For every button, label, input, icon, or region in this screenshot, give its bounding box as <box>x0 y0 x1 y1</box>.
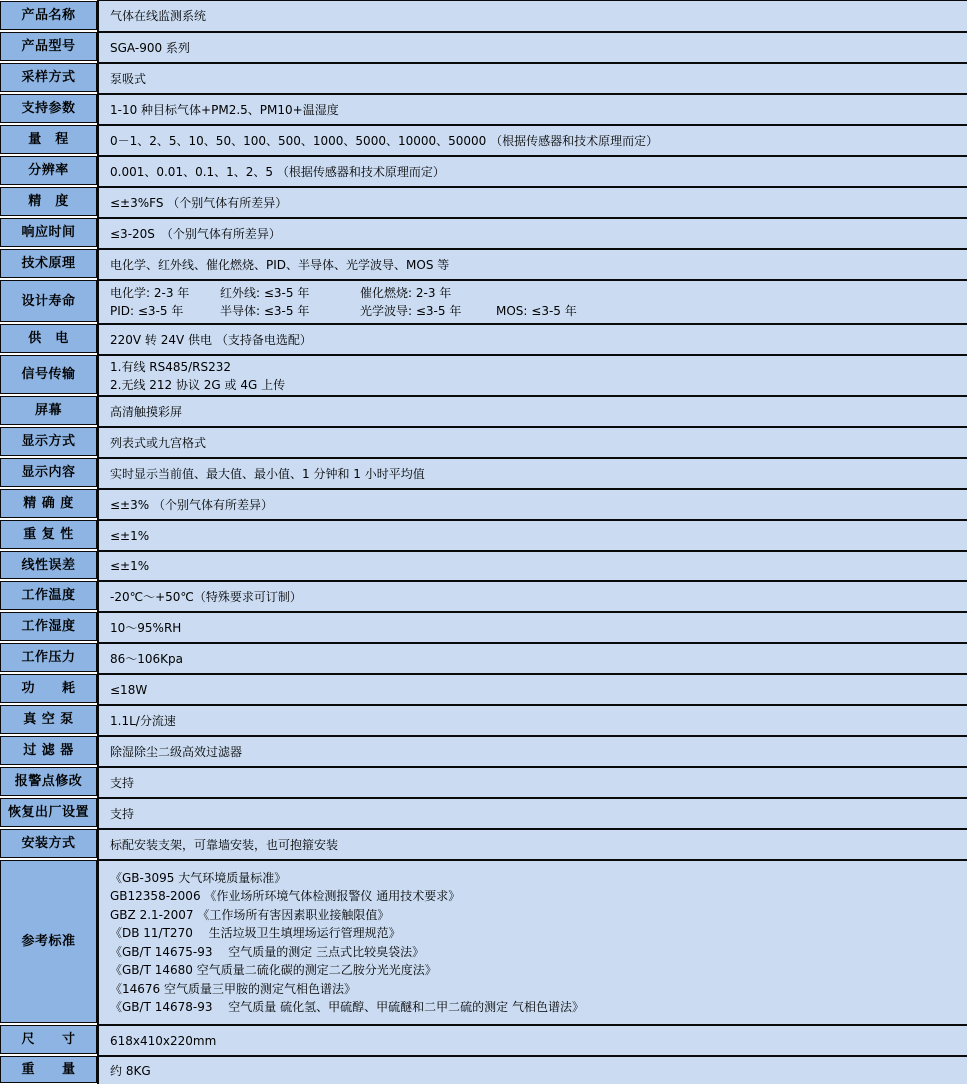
spec-label-cell <box>0 1024 97 1055</box>
spec-value-precision <box>97 488 967 519</box>
spec-label-tech-principle: 技术原理 <box>0 249 97 278</box>
spec-value-working-pressure <box>97 642 967 673</box>
spec-label-cell <box>0 395 97 426</box>
spec-value-grid-line <box>110 302 961 320</box>
spec-label-resolution: 分辨率 <box>0 156 97 185</box>
spec-label-cell <box>0 457 97 488</box>
spec-value-product-model <box>97 31 967 62</box>
spec-label-power-consumption: 功 耗 <box>0 674 97 703</box>
spec-value-line: 2.无线 212 协议 2G 或 4G 上传 <box>110 377 286 392</box>
spec-label-cell <box>0 642 97 673</box>
spec-label-installation: 安装方式 <box>0 829 97 858</box>
spec-row-linearity-error <box>0 550 967 580</box>
spec-label-cell <box>0 735 97 766</box>
spec-value-text: 除湿除尘二级高效过滤器 <box>110 744 243 759</box>
spec-value-line: 《14676 空气质量三甲胺的测定气相色谱法》 <box>110 981 356 996</box>
spec-value-filter <box>97 735 967 766</box>
spec-value-installation <box>97 828 967 859</box>
spec-row-reference-standards <box>0 859 967 1024</box>
spec-label-cell <box>0 673 97 704</box>
spec-value-range <box>97 124 967 155</box>
spec-value-line: GB12358-2006 《作业场所环境气体检测报警仪 通用技术要求》 <box>110 889 461 903</box>
spec-row-design-life <box>0 279 967 323</box>
spec-row-product-model <box>0 31 967 62</box>
spec-row-display-content <box>0 457 967 488</box>
spec-value-weight <box>97 1055 967 1084</box>
spec-label-cell <box>0 704 97 735</box>
spec-label-cell <box>0 0 97 31</box>
spec-value-supported-params <box>97 93 967 124</box>
spec-value-part: 红外线: ≤3-5 年 <box>220 286 310 300</box>
spec-row-resolution <box>0 155 967 186</box>
spec-row-product-name <box>0 0 967 31</box>
spec-label-cell <box>0 93 97 124</box>
spec-label-cell <box>0 828 97 859</box>
spec-label-cell <box>0 859 97 1024</box>
spec-label-cell <box>0 426 97 457</box>
spec-row-tech-principle <box>0 248 967 279</box>
spec-label-range: 量 程 <box>0 125 97 154</box>
spec-label-cell <box>0 488 97 519</box>
spec-value-text: 列表式或九宫格式 <box>110 435 207 450</box>
spec-value-text: 泵吸式 <box>110 71 147 86</box>
spec-value-line: 《GB/T 14678-93 空气质量 硫化氢、甲硫醇、甲硫醚和二甲二硫的测定 气相色谱法》 <box>110 1000 584 1014</box>
spec-value-line: 《GB/T 14675-93 空气质量的测定 三点式比较臭袋法》 <box>110 944 425 959</box>
spec-value-part: MOS: ≤3-5 年 <box>496 304 577 318</box>
spec-label-linearity-error: 线性误差 <box>0 551 97 579</box>
spec-label-response-time: 响应时间 <box>0 218 97 247</box>
spec-value-design-life <box>97 279 967 323</box>
spec-label-cell <box>0 550 97 580</box>
spec-value-text: 10～95%RH <box>110 620 182 635</box>
spec-label-weight: 重 量 <box>0 1056 97 1083</box>
spec-value-text: ≤18W <box>110 682 148 697</box>
spec-value-text: 高清触摸彩屏 <box>110 404 183 419</box>
spec-value-text: ≤±1% <box>110 559 150 573</box>
spec-value-text: 支持 <box>110 806 135 821</box>
spec-label-accuracy: 精 度 <box>0 187 97 216</box>
spec-value-part: PID: ≤3-5 年 <box>110 304 184 318</box>
spec-value-text: 实时显示当前值、最大值、最小值、1 分钟和 1 小时平均值 <box>110 466 425 481</box>
spec-row-screen <box>0 395 967 426</box>
spec-label-cell <box>0 279 97 323</box>
spec-value-working-temperature <box>97 580 967 611</box>
spec-label-display-content: 显示内容 <box>0 458 97 487</box>
spec-row-factory-reset <box>0 797 967 828</box>
spec-value-text: 618x410x220mm <box>110 1033 217 1048</box>
spec-label-cell <box>0 155 97 186</box>
spec-value-dimensions <box>97 1024 967 1055</box>
spec-value-text: ≤±1% <box>110 528 150 543</box>
spec-value-vacuum-pump <box>97 704 967 735</box>
spec-label-cell <box>0 323 97 354</box>
spec-value-text: 0－1、2、5、10、50、100、500、1000、5000、10000、50000 （根据传感器和技术原理而定） <box>110 133 659 148</box>
spec-row-sampling-method <box>0 62 967 93</box>
spec-row-accuracy <box>0 186 967 217</box>
spec-label-working-humidity: 工作湿度 <box>0 612 97 641</box>
spec-value-alarm-point-modify <box>97 766 967 797</box>
spec-value-sampling-method <box>97 62 967 93</box>
spec-label-precision: 精 确 度 <box>0 489 97 518</box>
spec-value-line: 《DB 11/T270 生活垃圾卫生填埋场运行管理规范》 <box>110 926 401 940</box>
spec-row-display-mode <box>0 426 967 457</box>
spec-value-response-time <box>97 217 967 248</box>
spec-label-product-name: 产品名称 <box>0 1 97 30</box>
spec-value-part: 电化学: 2-3 年 <box>110 286 190 300</box>
spec-row-filter <box>0 735 967 766</box>
spec-label-factory-reset: 恢复出厂设置 <box>0 798 97 827</box>
spec-label-design-life: 设计寿命 <box>0 280 97 322</box>
spec-value-display-mode <box>97 426 967 457</box>
spec-row-precision <box>0 488 967 519</box>
spec-value-text: 气体在线监测系统 <box>110 9 207 23</box>
spec-value-factory-reset <box>97 797 967 828</box>
spec-label-cell <box>0 62 97 93</box>
spec-label-cell <box>0 1055 97 1084</box>
spec-value-line: GBZ 2.1-2007 《工作场所有害因素职业接触限值》 <box>110 907 390 922</box>
spec-value-text: 1.1L/分流速 <box>110 713 176 728</box>
spec-label-screen: 屏幕 <box>0 396 97 425</box>
spec-row-range <box>0 124 967 155</box>
spec-label-repeatability: 重 复 性 <box>0 520 97 549</box>
spec-row-alarm-point-modify <box>0 766 967 797</box>
spec-row-power-consumption <box>0 673 967 704</box>
spec-label-power-supply: 供 电 <box>0 324 97 353</box>
spec-value-line: 《GB/T 14680 空气质量二硫化碳的测定二乙胺分光光度法》 <box>110 963 437 977</box>
spec-value-screen <box>97 395 967 426</box>
spec-label-cell <box>0 186 97 217</box>
spec-value-line: 1.有线 RS485/RS232 <box>110 360 232 374</box>
spec-value-text: -20℃～+50℃（特殊要求可订制） <box>110 589 302 604</box>
spec-value-repeatability <box>97 519 967 550</box>
spec-value-linearity-error <box>97 550 967 580</box>
spec-label-product-model: 产品型号 <box>0 32 97 61</box>
spec-label-vacuum-pump: 真 空 泵 <box>0 705 97 734</box>
spec-label-sampling-method: 采样方式 <box>0 63 97 92</box>
spec-value-resolution <box>97 155 967 186</box>
spec-row-repeatability <box>0 519 967 550</box>
spec-value-text: 标配安装支架，可靠墙安装，也可抱箍安装 <box>110 837 339 852</box>
spec-row-weight <box>0 1055 967 1084</box>
spec-label-working-temperature: 工作温度 <box>0 581 97 610</box>
spec-value-line: 《GB-3095 大气环境质量标准》 <box>110 870 287 885</box>
spec-label-cell <box>0 611 97 642</box>
spec-value-power-consumption <box>97 673 967 704</box>
spec-value-text: 86～106Kpa <box>110 651 184 666</box>
spec-label-display-mode: 显示方式 <box>0 427 97 456</box>
spec-value-accuracy <box>97 186 967 217</box>
spec-value-tech-principle <box>97 248 967 279</box>
spec-row-power-supply <box>0 323 967 354</box>
spec-row-working-temperature <box>0 580 967 611</box>
spec-value-working-humidity <box>97 611 967 642</box>
spec-row-dimensions <box>0 1024 967 1055</box>
spec-label-cell <box>0 797 97 828</box>
spec-row-response-time <box>0 217 967 248</box>
spec-value-signal-transmission <box>97 354 967 395</box>
spec-label-alarm-point-modify: 报警点修改 <box>0 767 97 796</box>
spec-label-cell <box>0 248 97 279</box>
spec-label-cell <box>0 580 97 611</box>
spec-label-cell <box>0 217 97 248</box>
spec-label-cell <box>0 31 97 62</box>
spec-label-signal-transmission: 信号传输 <box>0 355 97 394</box>
spec-value-text: SGA-900 系列 <box>110 40 190 55</box>
spec-label-cell <box>0 519 97 550</box>
spec-row-supported-params <box>0 93 967 124</box>
spec-value-text: ≤±3%FS （个别气体有所差异） <box>110 195 288 210</box>
spec-row-installation <box>0 828 967 859</box>
spec-value-text: 支持 <box>110 775 135 790</box>
spec-label-filter: 过 滤 器 <box>0 736 97 765</box>
spec-value-text: ≤3-20S （个别气体有所差异） <box>110 226 281 241</box>
spec-row-working-pressure <box>0 642 967 673</box>
spec-row-vacuum-pump <box>0 704 967 735</box>
spec-label-reference-standards: 参考标准 <box>0 860 97 1023</box>
spec-row-signal-transmission <box>0 354 967 395</box>
spec-label-working-pressure: 工作压力 <box>0 643 97 672</box>
spec-value-text: 0.001、0.01、0.1、1、2、5 （根据传感器和技术原理而定） <box>110 164 445 179</box>
spec-value-reference-standards <box>97 859 967 1024</box>
spec-label-cell <box>0 124 97 155</box>
spec-value-text: 约 8KG <box>110 1063 151 1078</box>
spec-value-part: 光学波导: ≤3-5 年 <box>360 304 462 318</box>
spec-row-working-humidity <box>0 611 967 642</box>
spec-label-supported-params: 支持参数 <box>0 94 97 123</box>
spec-value-product-name <box>97 0 967 31</box>
spec-value-text: 220V 转 24V 供电 （支持备电选配） <box>110 332 312 347</box>
spec-value-display-content <box>97 457 967 488</box>
spec-value-grid-line <box>110 284 961 302</box>
spec-label-dimensions: 尺 寸 <box>0 1025 97 1054</box>
spec-value-text: 电化学、红外线、催化燃烧、PID、半导体、光学波导、MOS 等 <box>110 257 450 272</box>
spec-label-cell <box>0 766 97 797</box>
spec-value-part: 半导体: ≤3-5 年 <box>220 304 310 318</box>
spec-value-text: 1-10 种目标气体+PM2.5、PM10+温湿度 <box>110 102 339 117</box>
spec-value-power-supply <box>97 323 967 354</box>
spec-label-cell <box>0 354 97 395</box>
spec-value-part: 催化燃烧: 2-3 年 <box>360 286 452 300</box>
spec-value-text: ≤±3% （个别气体有所差异） <box>110 497 273 512</box>
